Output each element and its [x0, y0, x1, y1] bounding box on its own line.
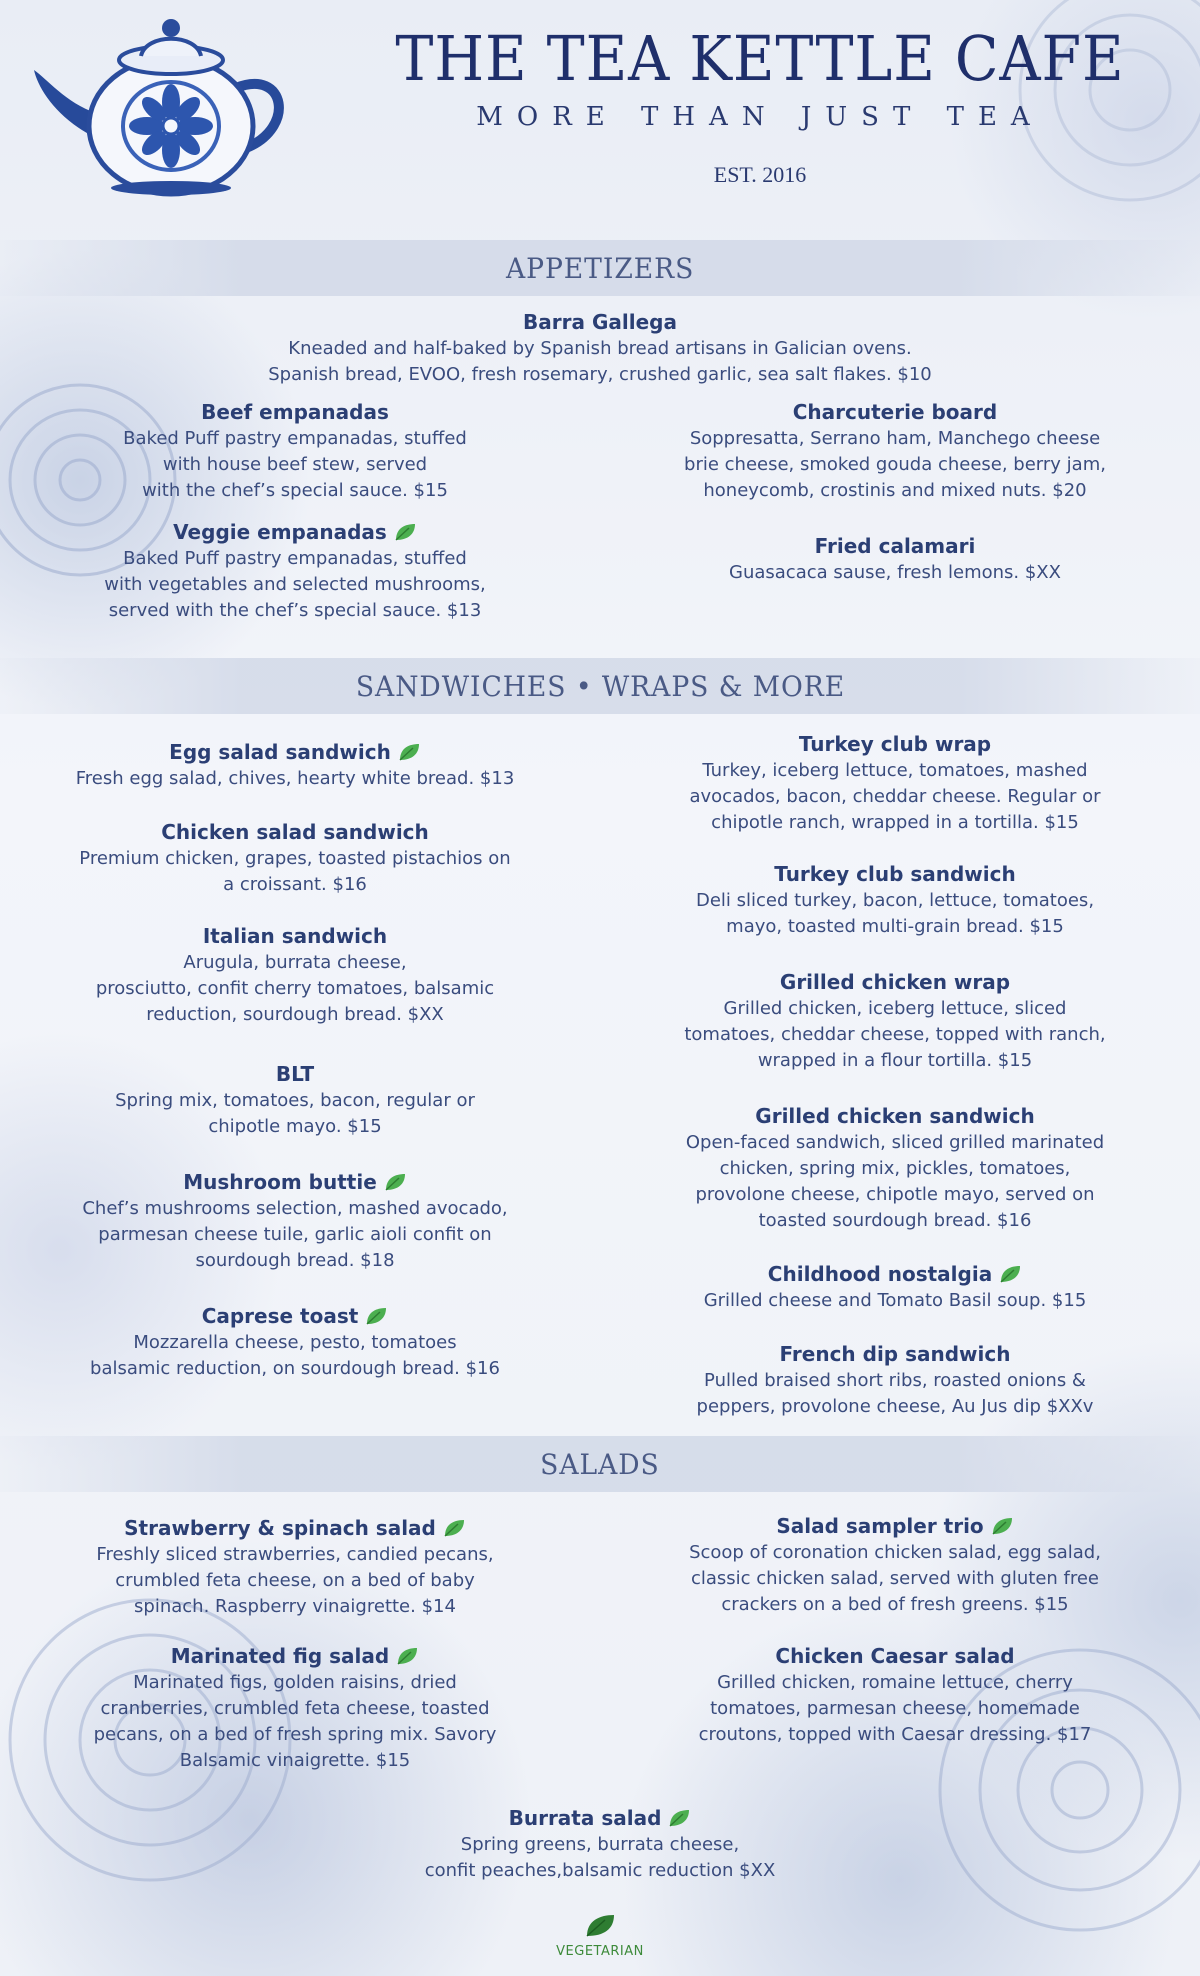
vegetarian-leaf-icon	[397, 742, 421, 762]
menu-item-charcuterie-board	[660, 398, 1130, 504]
item-name: Italian sandwich	[202, 924, 388, 948]
menu-item-beef-empanadas	[60, 398, 530, 504]
item-description: Chef’s mushrooms selection, mashed avocado, parmesan cheese tuile, garlic aioli confit on sourdough bread. $18	[82, 1198, 508, 1271]
item-description: Grilled cheese and Tomato Basil soup. $15	[703, 1290, 1087, 1311]
section-title: SALADS	[540, 1447, 660, 1481]
section-title: SANDWICHES • WRAPS & MORE	[355, 669, 845, 703]
item-name: Childhood nostalgia	[767, 1262, 993, 1286]
menu-item-strawberry-spinach-salad	[60, 1514, 530, 1620]
item-description: Turkey, iceberg lettuce, tomatoes, mashed avocados, bacon, cheddar cheese. Regular or chipotle ranch, wrapped in a tortilla. $15	[689, 760, 1101, 833]
item-name: Marinated fig salad	[170, 1644, 390, 1668]
item-name: Turkey club sandwich	[774, 862, 1016, 886]
menu-item-veggie-empanadas	[60, 518, 530, 624]
menu-item-fried-calamari	[660, 532, 1130, 586]
menu-item-barra-gallega	[200, 308, 1000, 388]
menu-item-burrata-salad	[200, 1804, 1000, 1884]
item-name: Strawberry & spinach salad	[124, 1516, 436, 1540]
cafe-tagline: MORE THAN JUST TEA	[476, 102, 1044, 132]
item-description: Freshly sliced strawberries, candied pecans, crumbled feta cheese, on a bed of baby spinach. Raspberry vinaigrette. $14	[96, 1544, 494, 1617]
item-description: Baked Puff pastry empanadas, stuffed with vegetables and selected mushrooms, served with the chef’s special sauce. $13	[104, 548, 486, 621]
rose-decoration-bottom-right	[880, 1560, 1200, 1976]
vegetarian-legend	[540, 1912, 660, 1959]
item-description: Premium chicken, grapes, toasted pistachios on a croissant. $16	[79, 848, 511, 895]
item-description: Grilled chicken, romaine lettuce, cherry tomatoes, parmesan cheese, homemade croutons, topped with Caesar dressing. $17	[698, 1672, 1092, 1745]
item-description: Baked Puff pastry empanadas, stuffed with house beef stew, served with the chef’s special sauce. $15	[123, 428, 467, 501]
item-description: Grilled chicken, iceberg lettuce, sliced tomatoes, cheddar cheese, topped with ranch, wrapped in a flour tortilla. $15	[684, 998, 1106, 1071]
item-name: Chicken salad sandwich	[161, 820, 429, 844]
menu-item-french-dip-sandwich	[660, 1340, 1130, 1420]
item-name: Egg salad sandwich	[169, 740, 391, 764]
item-name: French dip sandwich	[779, 1342, 1011, 1366]
menu-item-blt	[60, 1060, 530, 1140]
item-name: Grilled chicken sandwich	[755, 1104, 1035, 1128]
teapot-illustration	[26, 8, 306, 198]
item-name: Caprese toast	[201, 1304, 359, 1328]
item-name: Fried calamari	[814, 534, 976, 558]
menu-item-childhood-nostalgia	[660, 1260, 1130, 1314]
menu-item-salad-sampler-trio	[660, 1512, 1130, 1618]
item-name: Barra Gallega	[523, 310, 677, 334]
leaf-icon	[583, 1912, 617, 1938]
item-name: Chicken Caesar salad	[775, 1644, 1015, 1668]
item-name: Burrata salad	[508, 1806, 662, 1830]
section-header-sandwiches	[0, 658, 1200, 714]
menu-item-chicken-salad-sandwich	[60, 818, 530, 898]
menu-item-caprese-toast	[60, 1302, 530, 1382]
menu-item-marinated-fig-salad	[60, 1642, 530, 1774]
vegetarian-leaf-icon	[395, 1646, 419, 1666]
item-name: Beef empanadas	[201, 400, 389, 424]
item-description: Marinated figs, golden raisins, dried cranberries, crumbled feta cheese, toasted pecans, on a bed of fresh spring mix. Savory Balsamic vinaigrette. $15	[93, 1672, 497, 1771]
item-description: Deli sliced turkey, bacon, lettuce, tomatoes, mayo, toasted multi-grain bread. $15	[695, 890, 1095, 937]
item-name: Charcuterie board	[792, 400, 998, 424]
vegetarian-leaf-icon	[667, 1808, 691, 1828]
menu-item-grilled-chicken-sandwich	[660, 1102, 1130, 1234]
item-description: Spring mix, tomatoes, bacon, regular or chipotle mayo. $15	[115, 1090, 475, 1137]
vegetarian-leaf-icon	[998, 1264, 1022, 1284]
item-description: Spring greens, burrata cheese, confit peaches,balsamic reduction $XX	[424, 1834, 776, 1881]
vegetarian-leaf-icon	[393, 522, 417, 542]
cafe-title: THE TEA KETTLE CAFE	[395, 22, 1125, 95]
section-title: APPETIZERS	[505, 251, 695, 285]
section-header-salads	[0, 1436, 1200, 1492]
item-description: Soppresatta, Serrano ham, Manchego cheese brie cheese, smoked gouda cheese, berry jam, honeycomb, crostinis and mixed nuts. $20	[684, 428, 1106, 501]
item-description: Fresh egg salad, chives, hearty white bread. $13	[75, 768, 515, 789]
menu-item-mushroom-buttie	[60, 1168, 530, 1274]
item-description: Guasacaca sause, fresh lemons. $XX	[729, 562, 1061, 583]
item-description: Kneaded and half-baked by Spanish bread artisans in Galician ovens. Spanish bread, EVOO, fresh rosemary, crushed garlic, sea salt flakes. $10	[268, 338, 932, 385]
menu-item-turkey-club-wrap	[660, 730, 1130, 836]
item-description: Open-faced sandwich, sliced grilled marinated chicken, spring mix, pickles, tomatoes, provolone cheese, chipotle mayo, served on toasted sourdough bread. $16	[685, 1132, 1105, 1231]
vegetarian-label: VEGETARIAN	[556, 1944, 644, 1959]
menu-item-grilled-chicken-wrap	[660, 968, 1130, 1074]
item-name: BLT	[275, 1062, 315, 1086]
item-description: Pulled braised short ribs, roasted onions & peppers, provolone cheese, Au Jus dip $XXv	[696, 1370, 1094, 1417]
established-year: EST. 2016	[713, 162, 807, 187]
item-description: Scoop of coronation chicken salad, egg salad, classic chicken salad, served with gluten free crackers on a bed of fresh greens. $15	[689, 1542, 1101, 1615]
vegetarian-leaf-icon	[442, 1518, 466, 1538]
item-description: Mozzarella cheese, pesto, tomatoes balsamic reduction, on sourdough bread. $16	[90, 1332, 500, 1379]
item-name: Veggie empanadas	[173, 520, 387, 544]
item-name: Salad sampler trio	[776, 1514, 984, 1538]
menu-item-chicken-caesar-salad	[660, 1642, 1130, 1748]
vegetarian-leaf-icon	[383, 1172, 407, 1192]
menu-item-italian-sandwich	[60, 922, 530, 1028]
vegetarian-leaf-icon	[364, 1306, 388, 1326]
item-description: Arugula, burrata cheese, prosciutto, confit cherry tomatoes, balsamic reduction, sourdough bread. $XX	[95, 952, 495, 1025]
item-name: Mushroom buttie	[183, 1170, 377, 1194]
section-header-appetizers	[0, 240, 1200, 296]
menu-item-turkey-club-sandwich	[660, 860, 1130, 940]
vegetarian-leaf-icon	[990, 1516, 1014, 1536]
menu-item-egg-salad-sandwich	[60, 738, 530, 792]
item-name: Turkey club wrap	[798, 732, 992, 756]
item-name: Grilled chicken wrap	[779, 970, 1011, 994]
